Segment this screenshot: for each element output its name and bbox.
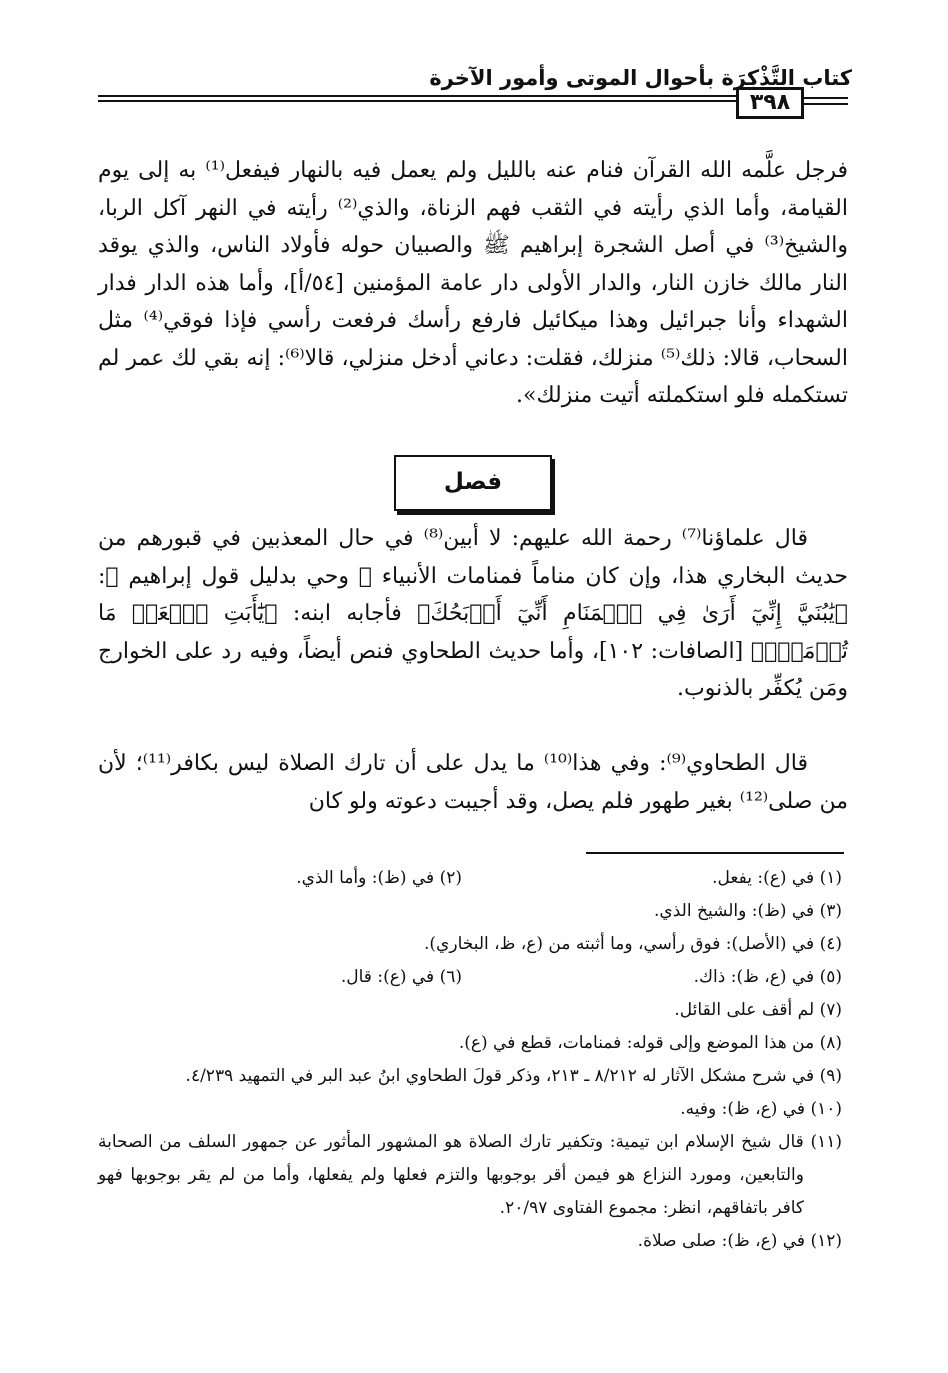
paragraph-2: قال علماؤنا⁽⁷⁾ رحمة الله عليهم: لا أبين⁽⁸⁾ في حال المعذبين في قبورهم من حديث البخاري هذا، وإن كان مناماً فمنامات الأنبياء ﷺ وحي بدليل قول إبراهيم ﷺ: ﴿يَٰبُنَيَّ إِنِّيٓ أَرَىٰ فِي ٱلۡمَنَامِ أَنِّيٓ أَذۡبَحُكَ﴾ فأجابه ابنه: ﴿يَٰٓأَبَتِ ٱفۡعَلۡ مَا تُؤۡمَرُۖ﴾ [الصافات: ١٠٢]، وأما حديث الطحاوي فنص أيضاً، وفيه رد على الخوارج ومَن يُكفِّر بالذنوب. [98, 526, 848, 701]
footnote-7: (٧) لم أقف على القائل. [674, 1000, 842, 1020]
footnote-4: (٤) في (الأصل): فوق رأسي، وما أثبته من (ع، ظ، البخاري). [424, 934, 842, 954]
footnote-2: (٢) في (ظ): وأما الذي. [296, 868, 462, 888]
footnote-1: (١) في (ع): يفعل. [712, 868, 842, 888]
footnote-6: (٦) في (ع): قال. [340, 967, 462, 987]
footnote-12: (١٢) في (ع، ظ): صلى صلاة. [637, 1231, 842, 1251]
header-rule-right-top [804, 97, 848, 99]
running-title: كتاب التَّذْكِرَة بأحوال الموتى وأمور الآخرة [429, 66, 852, 90]
section-heading: فصل [394, 455, 552, 511]
footnote-row [98, 961, 842, 994]
footnote-row [98, 862, 842, 895]
footnote-10: (١٠) في (ع، ظ): وفيه. [680, 1099, 842, 1119]
footnote-separator [586, 852, 844, 854]
footnote-9: (٩) في شرح مشكل الآثار له ٨/٢١٢ ـ ٢١٣، وذكر قولَ الطحاوي ابنُ عبد البر في التمهيد ٤/٢٣٩. [185, 1066, 842, 1086]
header-rule-right-bottom [804, 103, 848, 105]
header-rule-bottom [98, 100, 736, 102]
footnotes [98, 862, 842, 1258]
paragraph-1: فرجل علَّمه الله القرآن فنام عنه بالليل ولم يعمل فيه بالنهار فيفعل⁽¹⁾ به إلى يوم القيامة، وأما الذي رأيته في الثقب فهم الزناة، والذي⁽²⁾ رأيته في النهر آكل الربا، والشيخ⁽³⁾ في أصل الشجرة إبراهيم ﷺ والصبيان حوله فأولاد الناس، والذي يوقد النار مالك خازن النار، والدار الأولى دار عامة المؤمنين [٥٤/أ]، وأما هذه الدار فدار الشهداء وأنا جبرائيل وهذا ميكائيل فارفع رأسك فرفعت رأسي فإذا فوقي⁽⁴⁾ مثل السحاب، قالا: ذلك⁽⁵⁾ منزلك، فقلت: دعاني أدخل منزلي، قالا⁽⁶⁾: إنه بقي لك عمر لم تستكمله فلو استكملته أتيت منزلك». [98, 158, 849, 408]
header-rule-top [98, 95, 736, 97]
paragraph-3: قال الطحاوي⁽⁹⁾: وفي هذا⁽¹⁰⁾ ما يدل على أن تارك الصلاة ليس بكافر⁽¹¹⁾؛ لأن من صلى⁽¹²⁾ بغير طهور فلم يصل، وقد أجيبت دعوته ولو كان [98, 751, 848, 814]
footnote-5: (٥) في (ع، ظ): ذاك. [693, 967, 842, 987]
footnote-3: (٣) في (ظ): والشيخ الذي. [654, 901, 842, 921]
footnote-8: (٨) من هذا الموضع وإلى قوله: فمنامات، قطع في (ع). [458, 1033, 842, 1053]
footnote-11: (١١) قال شيخ الإسلام ابن تيمية: وتكفير تارك الصلاة هو المشهور المأثور عن جمهور السلف من الصحابة والتابعين، ومورد النزاع هو فيمن أقر بوجوبها والتزم فعلها ولم يفعلها، وأما من لم يقر بوجوبها فهو كافر باتفاقهم، انظر: مجموع الفتاوى ٢٠/٩٧. [98, 1132, 842, 1218]
page-number: ٣٩٨ [736, 87, 804, 119]
